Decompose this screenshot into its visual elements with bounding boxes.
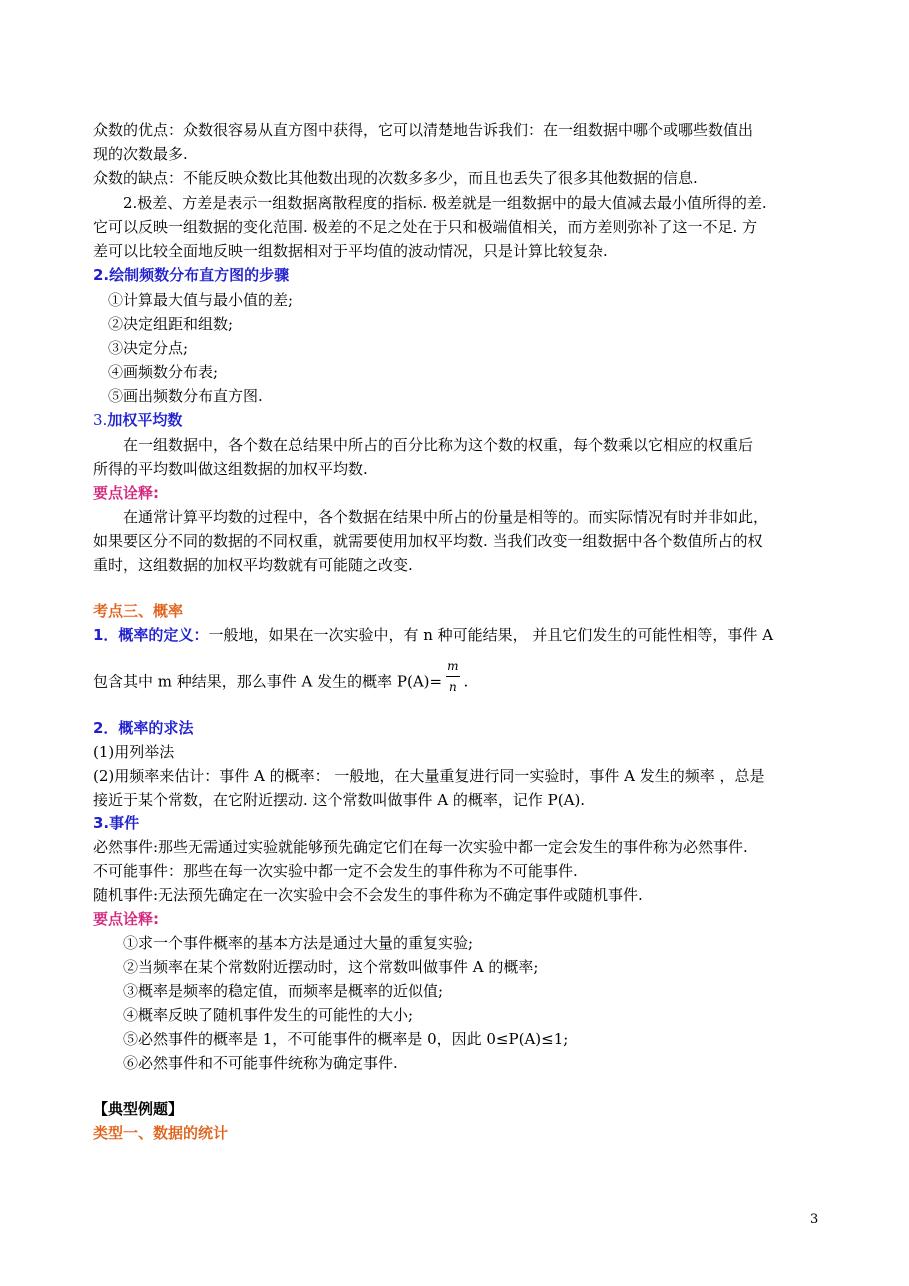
mode-advantage-line1: 众数的优点：众数很容易从直方图中获得，它可以清楚地告诉我们：在一组数据中哪个或哪些数值出 [93, 121, 754, 139]
mode-disadvantage: 众数的缺点：不能反映众数比其他数出现的次数多多少，而且也丢失了很多其他数据的信息. [93, 169, 698, 187]
weighted-line1: 在一组数据中，各个数在总结果中所占的百分比称为这个数的权重，每个数乘以它相应的权重后 [123, 436, 754, 454]
type1-heading: 类型一、数据的统计 [93, 1124, 229, 1142]
probability-formula-text: 包含其中 m 种结果，那么事件 A 发生的概率 P(A)= [93, 672, 443, 691]
heading-probability-methods: 2．概率的求法 [93, 719, 194, 737]
note1-line2: 如果要区分不同的数据的不同权重，就需要使用加权平均数. 当我们改变一组数据中各个数值所占的权 [93, 532, 763, 550]
fraction-bar [446, 676, 459, 677]
probability-definition-line2 [93, 659, 469, 700]
key-point-6: ⑥必然事件和不可能事件统称为确定事件. [123, 1054, 398, 1072]
key-point-5: ⑤必然事件的概率是 1，不可能事件的概率是 0，因此 0≤P(A)≤1; [123, 1030, 569, 1048]
fraction-numerator: m [447, 659, 459, 673]
probability-definition-label: 1．概率的定义： [93, 626, 209, 644]
step-3: ③决定分点; [108, 339, 189, 357]
step-2: ②决定组距和组数; [108, 315, 234, 333]
random-event: 随机事件:无法预先确定在一次实验中会不会发生的事件称为不确定事件或随机事件. [93, 886, 643, 904]
heading-weighted-text: 加权平均数 [107, 411, 183, 429]
key-point-3: ③概率是频率的稳定值，而频率是概率的近似值; [123, 982, 444, 1000]
method-2-line2: 接近于某个常数，在它附近摆动. 这个常数叫做事件 A 的概率，记作 P(A). [93, 791, 586, 809]
heading-weighted-number: 3. [93, 411, 108, 429]
key-point-1: ①求一个事件概率的基本方法是通过大量的重复实验; [123, 934, 474, 952]
formula-period: . [463, 672, 469, 691]
certain-event: 必然事件:那些无需通过实验就能够预先确定它们在每一次实验中都一定会发生的事件称为必然事件. [93, 838, 748, 856]
step-4: ④画频数分布表; [108, 363, 219, 381]
key-point-2: ②当频率在某个常数附近摆动时，这个常数叫做事件 A 的概率; [123, 958, 539, 976]
key-point-4: ④概率反映了随机事件发生的可能性的大小; [123, 1006, 414, 1024]
probability-definition-line1 [93, 623, 773, 647]
range-variance-line3: 差可以比较全面地反映一组数据相对于平均值的波动情况，只是计算比较复杂. [93, 242, 608, 260]
heading-histogram-steps: 2.绘制频数分布直方图的步骤 [93, 266, 290, 284]
probability-definition-text: 一般地，如果在一次实验中，有 n 种可能结果， 并且它们发生的可能性相等，事件 A [208, 626, 774, 644]
key-note-label-1: 要点诠释: [93, 484, 159, 502]
section-probability-title: 考点三、概率 [93, 602, 184, 620]
method-2-line1: (2)用频率来估计：事件 A 的概率： 一般地，在大量重复进行同一实验时，事件 A 发生的频率 ，总是 [93, 767, 765, 785]
step-1: ①计算最大值与最小值的差; [108, 291, 294, 309]
note1-line1: 在通常计算平均数的过程中，各个数据在结果中所占的份量是相等的。而实际情况有时并非如此， [123, 508, 769, 526]
weighted-line2: 所得的平均数叫做这组数据的加权平均数. [93, 460, 368, 478]
page-number: 3 [810, 1212, 819, 1227]
note1-line3: 重时，这组数据的加权平均数就有可能随之改变. [93, 556, 413, 574]
heading-events: 3.事件 [93, 814, 140, 832]
mode-advantage-line2: 现的次数最多. [93, 145, 188, 163]
heading-weighted-mean [93, 408, 182, 432]
method-1: (1)用列举法 [93, 743, 175, 761]
key-note-label-2: 要点诠释: [93, 910, 159, 928]
fraction-denominator: n [448, 680, 457, 694]
m-over-n-fraction [446, 659, 459, 694]
range-variance-line1: 2.极差、方差是表示一组数据离散程度的指标. 极差就是一组数据中的最大值减去最小值所得的差. [123, 194, 767, 212]
step-5: ⑤画出频数分布直方图. [108, 387, 263, 405]
typical-examples-heading: 【典型例题】 [93, 1100, 184, 1118]
impossible-event: 不可能事件：那些在每一次实验中都一定不会发生的事件称为不可能事件. [93, 862, 578, 880]
range-variance-line2: 它可以反映一组数据的变化范围. 极差的不足之处在于只和极端值相关，而方差则弥补了这一不足. 方 [93, 218, 758, 236]
